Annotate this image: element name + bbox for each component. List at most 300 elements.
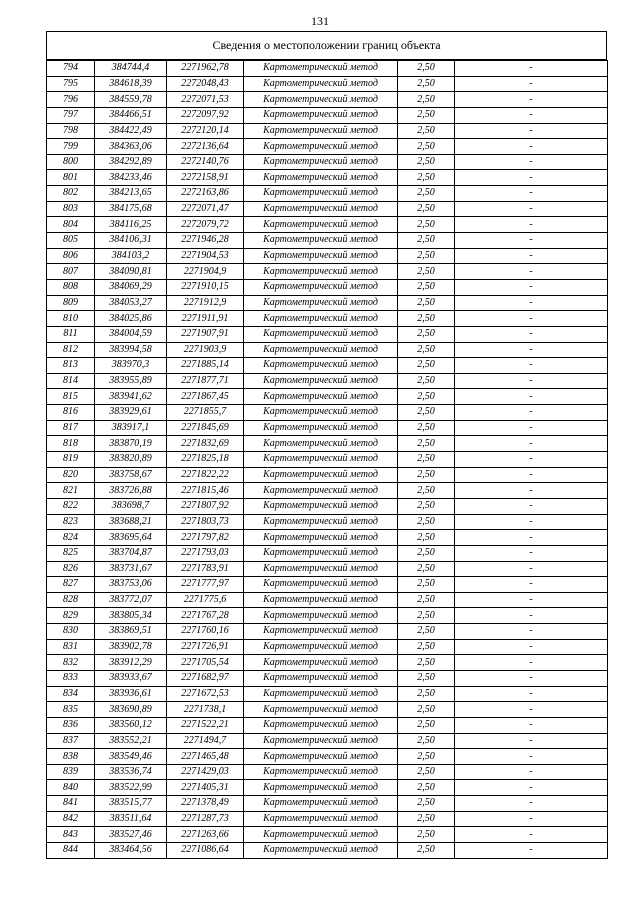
table-row xyxy=(47,811,608,827)
table-row xyxy=(47,107,608,123)
y-coordinate-cell: 2271783,91 xyxy=(167,561,244,577)
accuracy-cell: 2,50 xyxy=(398,624,455,640)
point-number-cell: 828 xyxy=(47,592,95,608)
table-row xyxy=(47,530,608,546)
note-cell: - xyxy=(455,561,608,577)
x-coordinate-cell: 383955,89 xyxy=(95,373,167,389)
y-coordinate-cell: 2271946,28 xyxy=(167,233,244,249)
x-coordinate-cell: 384292,89 xyxy=(95,154,167,170)
point-number-cell: 813 xyxy=(47,358,95,374)
x-coordinate-cell: 383936,61 xyxy=(95,686,167,702)
accuracy-cell: 2,50 xyxy=(398,498,455,514)
point-number-cell: 815 xyxy=(47,389,95,405)
note-cell: - xyxy=(455,545,608,561)
accuracy-cell: 2,50 xyxy=(398,827,455,843)
table-row xyxy=(47,295,608,311)
y-coordinate-cell: 2272079,72 xyxy=(167,217,244,233)
method-cell: Картометрический метод xyxy=(244,107,398,123)
y-coordinate-cell: 2272140,76 xyxy=(167,154,244,170)
y-coordinate-cell: 2271904,53 xyxy=(167,248,244,264)
method-cell: Картометрический метод xyxy=(244,749,398,765)
accuracy-cell: 2,50 xyxy=(398,764,455,780)
method-cell: Картометрический метод xyxy=(244,233,398,249)
accuracy-cell: 2,50 xyxy=(398,264,455,280)
x-coordinate-cell: 383731,67 xyxy=(95,561,167,577)
note-cell: - xyxy=(455,358,608,374)
note-cell: - xyxy=(455,170,608,186)
y-coordinate-cell: 2271777,97 xyxy=(167,577,244,593)
x-coordinate-cell: 383805,34 xyxy=(95,608,167,624)
y-coordinate-cell: 2271086,64 xyxy=(167,843,244,859)
note-cell: - xyxy=(455,717,608,733)
table-row xyxy=(47,358,608,374)
note-cell: - xyxy=(455,780,608,796)
x-coordinate-cell: 384103,2 xyxy=(95,248,167,264)
note-cell: - xyxy=(455,483,608,499)
table-row xyxy=(47,326,608,342)
point-number-cell: 798 xyxy=(47,123,95,139)
point-number-cell: 808 xyxy=(47,279,95,295)
point-number-cell: 796 xyxy=(47,92,95,108)
y-coordinate-cell: 2271807,92 xyxy=(167,498,244,514)
accuracy-cell: 2,50 xyxy=(398,780,455,796)
point-number-cell: 794 xyxy=(47,61,95,77)
accuracy-cell: 2,50 xyxy=(398,154,455,170)
method-cell: Картометрический метод xyxy=(244,279,398,295)
method-cell: Картометрический метод xyxy=(244,342,398,358)
table-row xyxy=(47,170,608,186)
y-coordinate-cell: 2271405,31 xyxy=(167,780,244,796)
x-coordinate-cell: 384233,46 xyxy=(95,170,167,186)
method-cell: Картометрический метод xyxy=(244,311,398,327)
y-coordinate-cell: 2272097,92 xyxy=(167,107,244,123)
note-cell: - xyxy=(455,248,608,264)
x-coordinate-cell: 383772,07 xyxy=(95,592,167,608)
accuracy-cell: 2,50 xyxy=(398,233,455,249)
y-coordinate-cell: 2271822,22 xyxy=(167,467,244,483)
note-cell: - xyxy=(455,498,608,514)
y-coordinate-cell: 2271705,54 xyxy=(167,655,244,671)
note-cell: - xyxy=(455,827,608,843)
y-coordinate-cell: 2271911,91 xyxy=(167,311,244,327)
table-row xyxy=(47,608,608,624)
point-number-cell: 839 xyxy=(47,764,95,780)
note-cell: - xyxy=(455,76,608,92)
y-coordinate-cell: 2271465,48 xyxy=(167,749,244,765)
method-cell: Картометрический метод xyxy=(244,827,398,843)
note-cell: - xyxy=(455,154,608,170)
y-coordinate-cell: 2272120,14 xyxy=(167,123,244,139)
method-cell: Картометрический метод xyxy=(244,264,398,280)
table-row xyxy=(47,311,608,327)
method-cell: Картометрический метод xyxy=(244,498,398,514)
y-coordinate-cell: 2271494,7 xyxy=(167,733,244,749)
x-coordinate-cell: 384069,29 xyxy=(95,279,167,295)
point-number-cell: 817 xyxy=(47,420,95,436)
y-coordinate-cell: 2271726,91 xyxy=(167,639,244,655)
x-coordinate-cell: 383464,56 xyxy=(95,843,167,859)
table-row xyxy=(47,514,608,530)
y-coordinate-cell: 2271803,73 xyxy=(167,514,244,530)
accuracy-cell: 2,50 xyxy=(398,592,455,608)
accuracy-cell: 2,50 xyxy=(398,186,455,202)
x-coordinate-cell: 383753,06 xyxy=(95,577,167,593)
accuracy-cell: 2,50 xyxy=(398,749,455,765)
page-number: 131 xyxy=(311,14,329,28)
x-coordinate-cell: 383917,1 xyxy=(95,420,167,436)
table-row xyxy=(47,233,608,249)
y-coordinate-cell: 2271855,7 xyxy=(167,405,244,421)
accuracy-cell: 2,50 xyxy=(398,796,455,812)
note-cell: - xyxy=(455,92,608,108)
y-coordinate-cell: 2272048,43 xyxy=(167,76,244,92)
x-coordinate-cell: 383527,46 xyxy=(95,827,167,843)
method-cell: Картометрический метод xyxy=(244,624,398,640)
accuracy-cell: 2,50 xyxy=(398,483,455,499)
x-coordinate-cell: 384422,49 xyxy=(95,123,167,139)
accuracy-cell: 2,50 xyxy=(398,123,455,139)
x-coordinate-cell: 383726,88 xyxy=(95,483,167,499)
method-cell: Картометрический метод xyxy=(244,843,398,859)
note-cell: - xyxy=(455,811,608,827)
point-number-cell: 820 xyxy=(47,467,95,483)
point-number-cell: 837 xyxy=(47,733,95,749)
accuracy-cell: 2,50 xyxy=(398,639,455,655)
accuracy-cell: 2,50 xyxy=(398,311,455,327)
table-row xyxy=(47,827,608,843)
point-number-cell: 844 xyxy=(47,843,95,859)
point-number-cell: 833 xyxy=(47,670,95,686)
method-cell: Картометрический метод xyxy=(244,811,398,827)
point-number-cell: 810 xyxy=(47,311,95,327)
accuracy-cell: 2,50 xyxy=(398,811,455,827)
table-row xyxy=(47,780,608,796)
note-cell: - xyxy=(455,279,608,295)
y-coordinate-cell: 2271263,66 xyxy=(167,827,244,843)
point-number-cell: 842 xyxy=(47,811,95,827)
method-cell: Картометрический метод xyxy=(244,123,398,139)
y-coordinate-cell: 2271825,18 xyxy=(167,452,244,468)
point-number-cell: 795 xyxy=(47,76,95,92)
x-coordinate-cell: 384213,65 xyxy=(95,186,167,202)
method-cell: Картометрический метод xyxy=(244,373,398,389)
point-number-cell: 814 xyxy=(47,373,95,389)
y-coordinate-cell: 2271738,1 xyxy=(167,702,244,718)
y-coordinate-cell: 2272136,64 xyxy=(167,139,244,155)
method-cell: Картометрический метод xyxy=(244,686,398,702)
method-cell: Картометрический метод xyxy=(244,201,398,217)
y-coordinate-cell: 2271867,45 xyxy=(167,389,244,405)
accuracy-cell: 2,50 xyxy=(398,733,455,749)
method-cell: Картометрический метод xyxy=(244,780,398,796)
table-row xyxy=(47,749,608,765)
y-coordinate-cell: 2271907,91 xyxy=(167,326,244,342)
y-coordinate-cell: 2271797,82 xyxy=(167,530,244,546)
y-coordinate-cell: 2271845,69 xyxy=(167,420,244,436)
x-coordinate-cell: 384744,4 xyxy=(95,61,167,77)
point-number-cell: 826 xyxy=(47,561,95,577)
note-cell: - xyxy=(455,139,608,155)
table-row xyxy=(47,61,608,77)
note-cell: - xyxy=(455,749,608,765)
accuracy-cell: 2,50 xyxy=(398,577,455,593)
table-row xyxy=(47,217,608,233)
y-coordinate-cell: 2272163,86 xyxy=(167,186,244,202)
accuracy-cell: 2,50 xyxy=(398,608,455,624)
x-coordinate-cell: 383758,67 xyxy=(95,467,167,483)
x-coordinate-cell: 384116,25 xyxy=(95,217,167,233)
accuracy-cell: 2,50 xyxy=(398,139,455,155)
table-row xyxy=(47,373,608,389)
table-row xyxy=(47,342,608,358)
accuracy-cell: 2,50 xyxy=(398,420,455,436)
y-coordinate-cell: 2271904,9 xyxy=(167,264,244,280)
x-coordinate-cell: 384025,86 xyxy=(95,311,167,327)
point-number-cell: 825 xyxy=(47,545,95,561)
point-number-cell: 805 xyxy=(47,233,95,249)
table-row xyxy=(47,843,608,859)
note-cell: - xyxy=(455,764,608,780)
note-cell: - xyxy=(455,107,608,123)
y-coordinate-cell: 2271903,9 xyxy=(167,342,244,358)
accuracy-cell: 2,50 xyxy=(398,405,455,421)
x-coordinate-cell: 383704,87 xyxy=(95,545,167,561)
method-cell: Картометрический метод xyxy=(244,577,398,593)
point-number-cell: 834 xyxy=(47,686,95,702)
table-row xyxy=(47,92,608,108)
table-row xyxy=(47,717,608,733)
method-cell: Картометрический метод xyxy=(244,592,398,608)
note-cell: - xyxy=(455,389,608,405)
y-coordinate-cell: 2271672,53 xyxy=(167,686,244,702)
point-number-cell: 827 xyxy=(47,577,95,593)
method-cell: Картометрический метод xyxy=(244,170,398,186)
point-number-cell: 797 xyxy=(47,107,95,123)
x-coordinate-cell: 383522,99 xyxy=(95,780,167,796)
accuracy-cell: 2,50 xyxy=(398,545,455,561)
note-cell: - xyxy=(455,61,608,77)
y-coordinate-cell: 2271912,9 xyxy=(167,295,244,311)
table-row xyxy=(47,592,608,608)
method-cell: Картометрический метод xyxy=(244,295,398,311)
accuracy-cell: 2,50 xyxy=(398,389,455,405)
accuracy-cell: 2,50 xyxy=(398,358,455,374)
x-coordinate-cell: 384090,81 xyxy=(95,264,167,280)
note-cell: - xyxy=(455,624,608,640)
method-cell: Картометрический метод xyxy=(244,217,398,233)
x-coordinate-cell: 384004,59 xyxy=(95,326,167,342)
point-number-cell: 819 xyxy=(47,452,95,468)
accuracy-cell: 2,50 xyxy=(398,295,455,311)
table-row xyxy=(47,639,608,655)
note-cell: - xyxy=(455,639,608,655)
method-cell: Картометрический метод xyxy=(244,702,398,718)
x-coordinate-cell: 383970,3 xyxy=(95,358,167,374)
note-cell: - xyxy=(455,530,608,546)
point-number-cell: 838 xyxy=(47,749,95,765)
x-coordinate-cell: 383820,89 xyxy=(95,452,167,468)
method-cell: Картометрический метод xyxy=(244,186,398,202)
x-coordinate-cell: 383941,62 xyxy=(95,389,167,405)
point-number-cell: 836 xyxy=(47,717,95,733)
note-cell: - xyxy=(455,311,608,327)
x-coordinate-cell: 383515,77 xyxy=(95,796,167,812)
method-cell: Картометрический метод xyxy=(244,76,398,92)
x-coordinate-cell: 383929,61 xyxy=(95,405,167,421)
y-coordinate-cell: 2271767,28 xyxy=(167,608,244,624)
method-cell: Картометрический метод xyxy=(244,717,398,733)
accuracy-cell: 2,50 xyxy=(398,514,455,530)
method-cell: Картометрический метод xyxy=(244,389,398,405)
note-cell: - xyxy=(455,217,608,233)
note-cell: - xyxy=(455,467,608,483)
x-coordinate-cell: 383549,46 xyxy=(95,749,167,765)
point-number-cell: 801 xyxy=(47,170,95,186)
y-coordinate-cell: 2272071,53 xyxy=(167,92,244,108)
method-cell: Картометрический метод xyxy=(244,733,398,749)
note-cell: - xyxy=(455,186,608,202)
method-cell: Картометрический метод xyxy=(244,639,398,655)
table-row xyxy=(47,154,608,170)
x-coordinate-cell: 384618,39 xyxy=(95,76,167,92)
point-number-cell: 802 xyxy=(47,186,95,202)
method-cell: Картометрический метод xyxy=(244,154,398,170)
accuracy-cell: 2,50 xyxy=(398,61,455,77)
note-cell: - xyxy=(455,233,608,249)
note-cell: - xyxy=(455,201,608,217)
accuracy-cell: 2,50 xyxy=(398,326,455,342)
method-cell: Картометрический метод xyxy=(244,139,398,155)
accuracy-cell: 2,50 xyxy=(398,201,455,217)
table-row xyxy=(47,577,608,593)
accuracy-cell: 2,50 xyxy=(398,467,455,483)
x-coordinate-cell: 384559,78 xyxy=(95,92,167,108)
method-cell: Картометрический метод xyxy=(244,796,398,812)
method-cell: Картометрический метод xyxy=(244,420,398,436)
method-cell: Картометрический метод xyxy=(244,92,398,108)
table-row xyxy=(47,405,608,421)
y-coordinate-cell: 2271815,46 xyxy=(167,483,244,499)
accuracy-cell: 2,50 xyxy=(398,702,455,718)
method-cell: Картометрический метод xyxy=(244,61,398,77)
table-row xyxy=(47,201,608,217)
method-cell: Картометрический метод xyxy=(244,514,398,530)
accuracy-cell: 2,50 xyxy=(398,530,455,546)
x-coordinate-cell: 383869,51 xyxy=(95,624,167,640)
note-cell: - xyxy=(455,686,608,702)
note-cell: - xyxy=(455,843,608,859)
x-coordinate-cell: 384175,68 xyxy=(95,201,167,217)
note-cell: - xyxy=(455,326,608,342)
table-row xyxy=(47,76,608,92)
accuracy-cell: 2,50 xyxy=(398,717,455,733)
accuracy-cell: 2,50 xyxy=(398,655,455,671)
point-number-cell: 824 xyxy=(47,530,95,546)
x-coordinate-cell: 383870,19 xyxy=(95,436,167,452)
accuracy-cell: 2,50 xyxy=(398,561,455,577)
table-row xyxy=(47,123,608,139)
y-coordinate-cell: 2271429,03 xyxy=(167,764,244,780)
table-row xyxy=(47,248,608,264)
accuracy-cell: 2,50 xyxy=(398,342,455,358)
method-cell: Картометрический метод xyxy=(244,452,398,468)
x-coordinate-cell: 383552,21 xyxy=(95,733,167,749)
x-coordinate-cell: 384053,27 xyxy=(95,295,167,311)
y-coordinate-cell: 2271885,14 xyxy=(167,358,244,374)
note-cell: - xyxy=(455,514,608,530)
y-coordinate-cell: 2271760,16 xyxy=(167,624,244,640)
table-row xyxy=(47,545,608,561)
x-coordinate-cell: 383933,67 xyxy=(95,670,167,686)
x-coordinate-cell: 383698,7 xyxy=(95,498,167,514)
y-coordinate-cell: 2271877,71 xyxy=(167,373,244,389)
x-coordinate-cell: 383560,12 xyxy=(95,717,167,733)
method-cell: Картометрический метод xyxy=(244,655,398,671)
note-cell: - xyxy=(455,577,608,593)
note-cell: - xyxy=(455,592,608,608)
method-cell: Картометрический метод xyxy=(244,608,398,624)
method-cell: Картометрический метод xyxy=(244,670,398,686)
point-number-cell: 843 xyxy=(47,827,95,843)
accuracy-cell: 2,50 xyxy=(398,107,455,123)
x-coordinate-cell: 383994,58 xyxy=(95,342,167,358)
note-cell: - xyxy=(455,373,608,389)
point-number-cell: 812 xyxy=(47,342,95,358)
point-number-cell: 799 xyxy=(47,139,95,155)
note-cell: - xyxy=(455,123,608,139)
method-cell: Картометрический метод xyxy=(244,405,398,421)
table-row xyxy=(47,733,608,749)
method-cell: Картометрический метод xyxy=(244,530,398,546)
y-coordinate-cell: 2271962,78 xyxy=(167,61,244,77)
x-coordinate-cell: 384466,51 xyxy=(95,107,167,123)
note-cell: - xyxy=(455,295,608,311)
table-row xyxy=(47,389,608,405)
point-number-cell: 811 xyxy=(47,326,95,342)
point-number-cell: 835 xyxy=(47,702,95,718)
table-row xyxy=(47,436,608,452)
boundary-coordinates-table xyxy=(46,60,608,859)
y-coordinate-cell: 2271910,15 xyxy=(167,279,244,295)
point-number-cell: 830 xyxy=(47,624,95,640)
note-cell: - xyxy=(455,452,608,468)
y-coordinate-cell: 2271287,73 xyxy=(167,811,244,827)
y-coordinate-cell: 2271378,49 xyxy=(167,796,244,812)
y-coordinate-cell: 2271832,69 xyxy=(167,436,244,452)
x-coordinate-cell: 383902,78 xyxy=(95,639,167,655)
accuracy-cell: 2,50 xyxy=(398,170,455,186)
method-cell: Картометрический метод xyxy=(244,561,398,577)
table-row xyxy=(47,452,608,468)
point-number-cell: 829 xyxy=(47,608,95,624)
note-cell: - xyxy=(455,608,608,624)
note-cell: - xyxy=(455,702,608,718)
accuracy-cell: 2,50 xyxy=(398,92,455,108)
y-coordinate-cell: 2271522,21 xyxy=(167,717,244,733)
note-cell: - xyxy=(455,436,608,452)
method-cell: Картометрический метод xyxy=(244,467,398,483)
point-number-cell: 809 xyxy=(47,295,95,311)
y-coordinate-cell: 2272158,91 xyxy=(167,170,244,186)
point-number-cell: 841 xyxy=(47,796,95,812)
accuracy-cell: 2,50 xyxy=(398,248,455,264)
x-coordinate-cell: 383688,21 xyxy=(95,514,167,530)
point-number-cell: 807 xyxy=(47,264,95,280)
accuracy-cell: 2,50 xyxy=(398,279,455,295)
table-row xyxy=(47,279,608,295)
accuracy-cell: 2,50 xyxy=(398,452,455,468)
x-coordinate-cell: 383695,64 xyxy=(95,530,167,546)
